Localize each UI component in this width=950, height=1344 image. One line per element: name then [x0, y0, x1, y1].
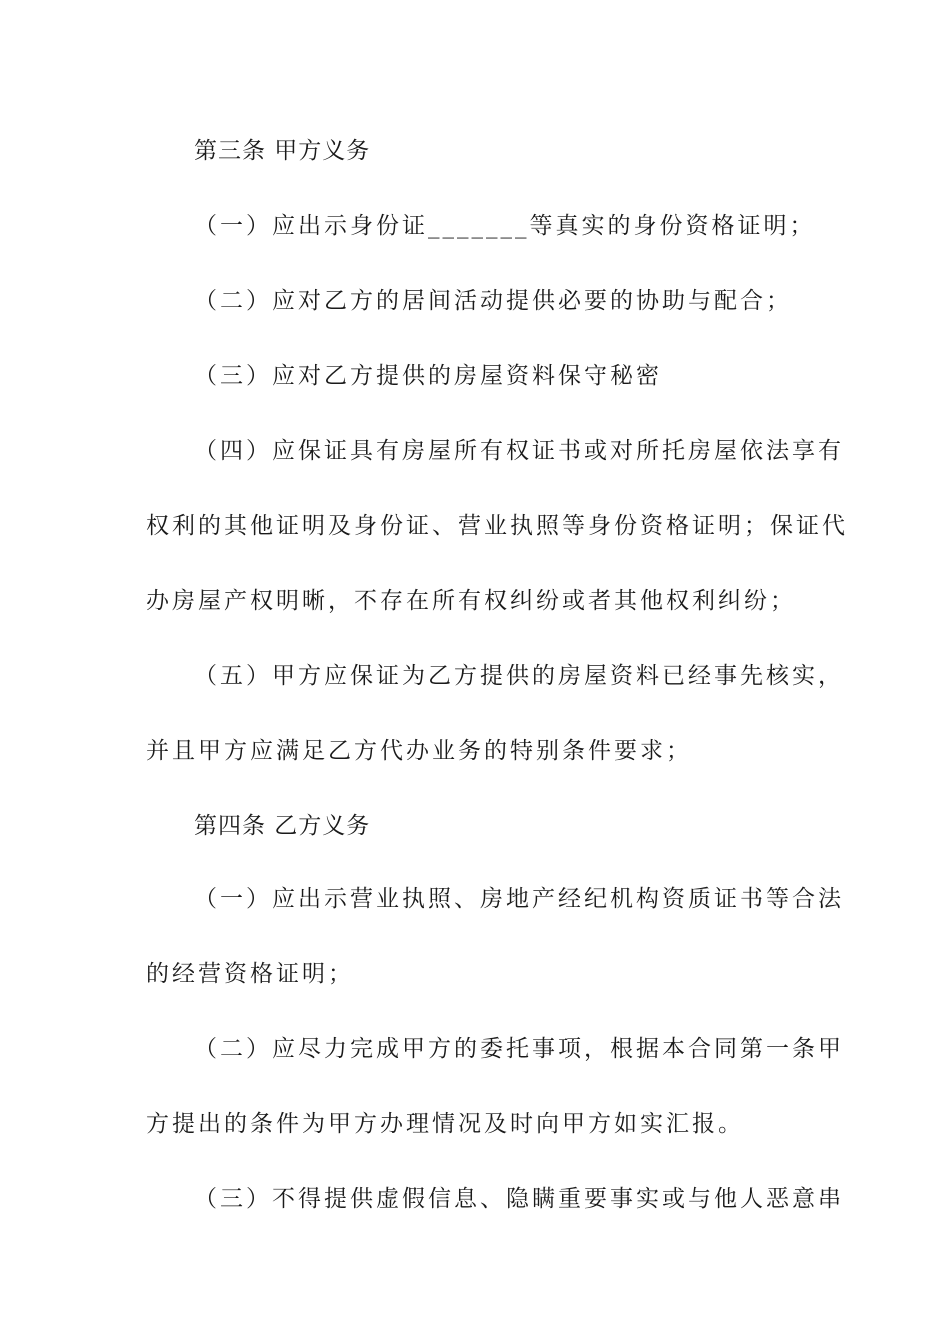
article-4-heading: 第四条 乙方义务: [194, 813, 371, 839]
article-3-heading: 第三条 甲方义务: [194, 138, 371, 164]
article-4-item-1-line-1: （一）应出示营业执照、房地产经纪机构资质证书等合法: [194, 886, 844, 912]
article-4-item-3-line-1: （三）不得提供虚假信息、隐瞒重要事实或与他人恶意串: [194, 1186, 844, 1212]
article-3-item-5-line-1: （五）甲方应保证为乙方提供的房屋资料已经事先核实，: [194, 663, 844, 689]
article-4-item-2-line-2: 方提出的条件为甲方办理情况及时向甲方如实汇报。: [146, 1111, 744, 1137]
article-4-item-1-line-2: 的经营资格证明；: [146, 961, 354, 987]
article-3-item-4-line-1: （四）应保证具有房屋所有权证书或对所托房屋依法享有: [194, 438, 844, 464]
article-3-item-2: （二）应对乙方的居间活动提供必要的协助与配合；: [194, 288, 792, 314]
article-3-item-5-line-2: 并且甲方应满足乙方代办业务的特别条件要求；: [146, 738, 692, 764]
article-3-item-1: （一）应出示身份证_______等真实的身份资格证明；: [194, 213, 816, 239]
article-4-item-2-line-1: （二）应尽力完成甲方的委托事项，根据本合同第一条甲: [194, 1036, 844, 1062]
article-3-item-3: （三）应对乙方提供的房屋资料保守秘密: [194, 363, 662, 389]
article-3-item-4-line-2: 权利的其他证明及身份证、营业执照等身份资格证明；保证代: [146, 513, 848, 539]
article-3-item-4-line-3: 办房屋产权明晰，不存在所有权纠纷或者其他权利纠纷；: [146, 588, 796, 614]
